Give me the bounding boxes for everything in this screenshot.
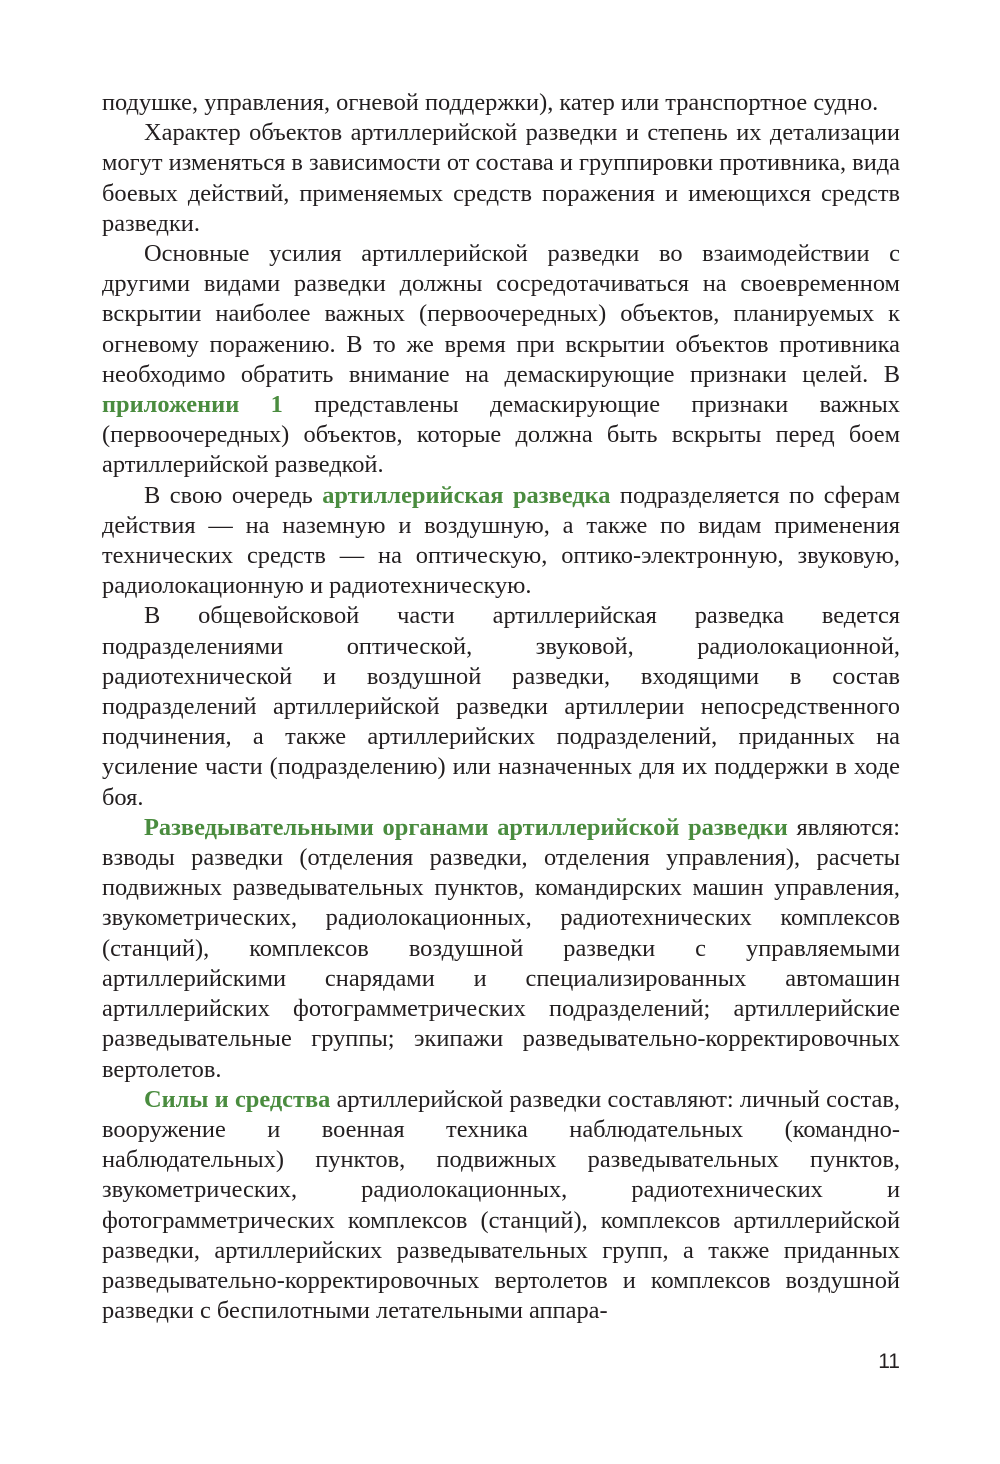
text-run: артиллерийской разведки составляют: личный состав, вооружение и военная техника наблюдательных (командно-наблюдательных) пунктов, подвижных разведывательных пунктов, звукометрических, радиолокационных, радиотехнических и фотограмметрических комплексов (станций), комплексов артиллерийской разведки, артиллерийских разведывательных групп, а также приданных разведывательно-корректировочных вертолетов и комплексов воздушной разведки с беспилотными летательными аппара-	[102, 1085, 900, 1325]
text-run: В свою очередь	[144, 481, 323, 509]
highlighted-term[interactable]: приложении 1	[102, 391, 283, 419]
text-run: представлены демаскирующие признаки важных (первоочередных) объектов, которые должна быть вскрыты перед боем артиллерийской разведкой.	[102, 391, 901, 479]
text-run: Характер объектов артиллерийской разведки и степень их детализации могут изменяться в зависимости от состава и группировки противника, вида боевых действий, применяемых средств поражения и имеющихся средств разведки.	[102, 119, 900, 237]
highlighted-term[interactable]: Силы и средства	[144, 1085, 331, 1113]
text-run: В общевойсковой части артиллерийская разведка ведется подразделениями оптической, звуковой, радиолокационной, радиотехнической и воздушной разведки, входящими в состав подразделений артиллерийской разведки артиллерии непосредственного подчинения, а также артиллерийских подразделений, приданных на усиление части (подразделению) или назначенных для их поддержки в ходе боя.	[102, 602, 900, 811]
text-run: являются: взводы разведки (отделения разведки, отделения управления), расчеты подвижных разведывательных пунктов, командирских машин управления, звукометрических, радиолокационных, радиотехнических комплексов (станций), комплексов воздушной разведки с управляемыми артиллерийскими снарядами и специализированных автомашин артиллерийских фотограмметрических подразделений; артиллерийские разведывательные группы; экипажи разведывательно-корректировочных вертолетов.	[102, 813, 900, 1083]
text-run: подушке, управления, огневой поддержки), катер или транспортное судно.	[102, 89, 879, 116]
page-number: 11	[878, 1350, 900, 1373]
highlighted-term[interactable]: артиллерийская разведка	[322, 481, 611, 509]
paragraph	[102, 813, 900, 1085]
page-body	[102, 88, 900, 1326]
paragraph	[102, 239, 900, 481]
highlighted-term[interactable]: Разведывательными органами артиллерийской разведки	[144, 813, 788, 841]
paragraph	[102, 1085, 900, 1327]
text-run: подразделяется по сферам действия — на наземную и воздушную, а также по видам применения технических средств — на оптическую, оптико-электронную, звуковую, радиолокационную и радиотехническую.	[102, 481, 901, 600]
paragraph	[102, 601, 900, 812]
paragraph	[102, 481, 900, 602]
paragraph	[102, 88, 900, 118]
text-run: Основные усилия артиллерийской разведки во взаимодействии с другими видами разведки должны сосредотачиваться на своевременном вскрытии наиболее важных (первоочередных) объектов, планируемых к огневому поражению. В то же время при вскрытии объектов противника необходимо обратить внимание на демаскирующие признаки целей. В	[102, 240, 900, 388]
paragraph	[102, 118, 900, 239]
